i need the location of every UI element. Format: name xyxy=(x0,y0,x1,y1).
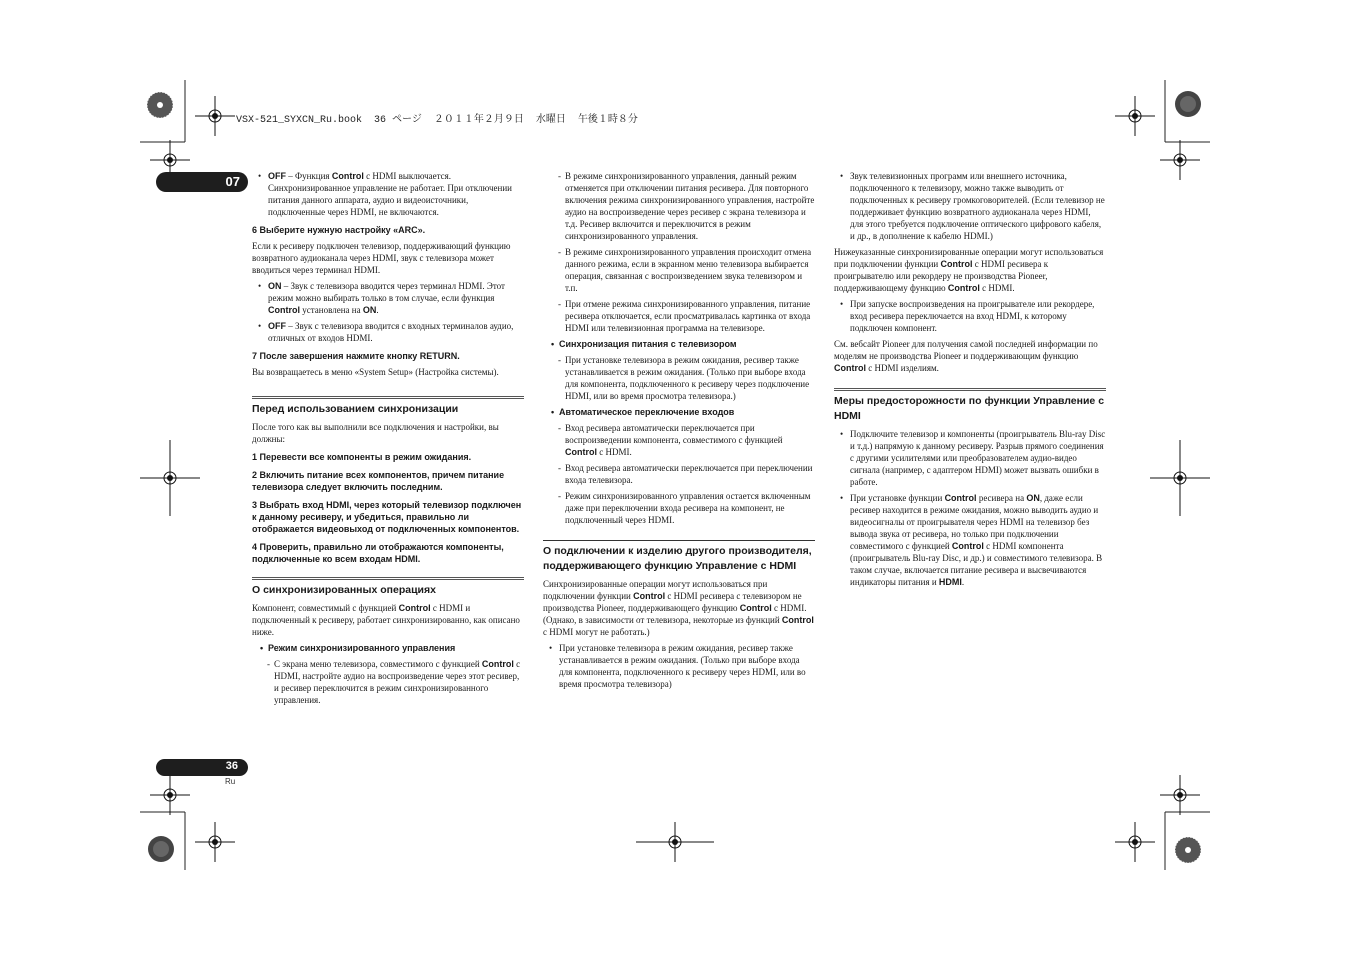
list-item: • Подключите телевизор и компоненты (проигрыватель Blu-ray Disc и т.д.) напрямую к данному ресиверу. Разрыв прямого соединения с другими усилителями или преобразователем аудио-видео сигнала (например, с адаптером HDMI) может вызвать ошибки в работе. xyxy=(834,428,1106,488)
paragraph: Нижеуказанные синхронизированные операции могут использоваться при подключении функции Control с HDMI ресивера к проигрывателю или рекордеру не производства Pioneer, поддерживающему функцию Control с HDMI. xyxy=(834,247,1104,293)
list-item: • Режим синхронизированного управления xyxy=(260,642,524,654)
column-2 xyxy=(543,170,815,694)
starburst-bottom-left-icon xyxy=(148,836,174,862)
chapter-tab xyxy=(156,172,248,192)
list-item: - В режиме синхронизированного управления происходит отмена данного режима, если в экранном меню телевизора выбирается операция, связанная с воспроизведением звука телевизором и т.п. xyxy=(543,246,815,294)
paragraph: Вы возвращаетесь в меню «System Setup» (Настройка системы). xyxy=(252,367,499,377)
list-item: • OFF – Звук с телевизора вводится с входных терминалов аудио, отличных от входов HDMI. xyxy=(252,320,524,344)
paragraph: Компонент, совместимый с функцией Control с HDMI и подключенный к ресиверу, работает синхронизированно, как описано ниже. xyxy=(252,603,520,637)
list-item: • При запуске воспроизведения на проигрывателе или рекордере, вход ресивера переключается на вход HDMI, к которому подключен компонент. xyxy=(834,298,1106,334)
step-heading: 2 Включить питание всех компонентов, причем питание телевизора следует включить последним. xyxy=(252,470,505,492)
list-item: - При отмене режима синхронизированного управления, питание ресивера отключается, если просматривалась картинка от входа HDMI или телевизионная программа на телевизоре. xyxy=(543,298,815,334)
section-heading: Перед использованием синхронизации xyxy=(252,396,524,417)
list-item: - Вход ресивера автоматически переключается при воспроизведении компонента, совместимого с функцией Control с HDMI. xyxy=(543,422,815,458)
list-item: • Автоматическое переключение входов xyxy=(551,406,815,418)
list-item: - С экрана меню телевизора, совместимого с функцией Control с HDMI, настройте аудио на воспроизведение через этот ресивер, и ресивер переключится в режим синхронизированного управления. xyxy=(252,658,524,706)
section-heading: О подключении к изделию другого производителя, поддерживающего функцию Управление с HDMI xyxy=(543,540,815,574)
paragraph: После того как вы выполнили все подключения и настройки, вы должны: xyxy=(252,422,499,444)
list-item: • ON – Звук с телевизора вводится через терминал HDMI. Этот режим можно выбирать только в том случае, если функция Control установлена на ON. xyxy=(252,280,524,316)
step-heading: 1 Перевести все компоненты в режим ожидания. xyxy=(252,452,472,462)
list-item: - В режиме синхронизированного управления, данный режим отменяется при отключении питания ресивера. Для повторного включения режима синхронизированного управления, настройте аудио на воспроизведение через ресивер с экрана телевизора и т.д. Ресивер включится и переключится в режим синхронизированного управления. xyxy=(543,170,815,242)
column-3 xyxy=(834,170,1106,592)
starburst-bottom-right-icon xyxy=(1175,837,1201,863)
step-heading: 7 После завершения нажмите кнопку RETURN. xyxy=(252,351,460,361)
section-heading: О синхронизированных операциях xyxy=(252,577,524,598)
page-number: 36 xyxy=(225,760,238,772)
list-item: • При установке функции Control ресивера на ON, даже если ресивер находится в режиме ожидания, можно выводить аудио и видеосигналы от проигрывателя через HDMI на телевизор без вывода звука от ресивера, но только при подключении совместимого с функцией Control с HDMI компонента (проигрыватель Blu-ray Disc, и др.) и совместимого телевизора. В таком случае, включается питание ресивера и высвечиваются индикаторы питания и HDMI. xyxy=(834,492,1106,588)
chapter-number: 07 xyxy=(225,174,240,189)
list-item: - При установке телевизора в режим ожидания, ресивер также устанавливается в режим ожидания. (Только при выборе входа для компонента, подключенного к ресиверу через подключение HDMI, или во время просмотра телевизора.) xyxy=(543,354,815,402)
list-item: - Вход ресивера автоматически переключается при переключении входа телевизора. xyxy=(543,462,815,486)
step-heading: 3 Выбрать вход HDMI, через который телевизор подключен к данному ресиверу, и убедиться, правильно ли отображается видеовыход от подключенных компонентов. xyxy=(252,500,522,534)
list-item: • При установке телевизора в режим ожидания, ресивер также устанавливается в режим ожидания. (Только при выборе входа для компонента, подключенного к ресиверу через HDMI, или во время просмотра телевизора) xyxy=(543,642,815,690)
list-item: • OFF – Функция Control с HDMI выключается. Синхронизированное управление не работает. При отключении питания данного аппарата, аудио и видеоисточники, подключенные через HDMI, не включаются. xyxy=(252,170,524,218)
step-heading: 4 Проверить, правильно ли отображаются компоненты, подключенные ко всем входам HDMI. xyxy=(252,542,504,564)
paragraph: Если к ресиверу подключен телевизор, поддерживающий функцию возвратного аудиоканала через HDMI, звук с телевизора может вводиться через терминал HDMI. xyxy=(252,241,511,275)
list-item: • Звук телевизионных программ или внешнего источника, подключенного к телевизору, можно также выводить от подключенных к ресиверу громкоговорителей. (Если телевизор не поддерживает функцию возвратного аудиоканала через HDMI, для этого требуется подключение оптического цифрового кабеля, и др., в дополнение к кабелю HDMI.) xyxy=(834,170,1106,242)
paragraph: См. вебсайт Pioneer для получения самой последней информации по моделям не производства Pioneer и поддерживающим функцию Control с HDMI изделиям. xyxy=(834,339,1098,373)
page-number-tab xyxy=(156,759,248,776)
starburst-top-left-icon xyxy=(147,92,173,118)
print-header: VSX-521_SYXCN_Ru.book 36 ページ ２０１１年２月９日 水曜日 午後１時８分 xyxy=(236,115,638,126)
column-1 xyxy=(252,170,524,710)
paragraph: Синхронизированные операции могут использоваться при подключении функции Control с HDMI ресивера с телевизором не производства Pioneer, поддерживающего функцию Control с HDMI. (Однако, в зависимости от телевизора, некоторые из функций Control с HDMI могут не работать.) xyxy=(543,579,814,637)
list-item: - Режим синхронизированного управления остается включенным даже при переключении входа ресивера на компонент, не подключенный через HDMI. xyxy=(543,490,815,526)
section-heading: Меры предосторожности по функции Управление с HDMI xyxy=(834,388,1106,424)
list-item: • Синхронизация питания с телевизором xyxy=(551,338,815,350)
starburst-top-right-icon xyxy=(1175,91,1201,117)
language-code: Ru xyxy=(225,777,236,786)
step-heading: 6 Выберите нужную настройку «ARC». xyxy=(252,225,426,235)
